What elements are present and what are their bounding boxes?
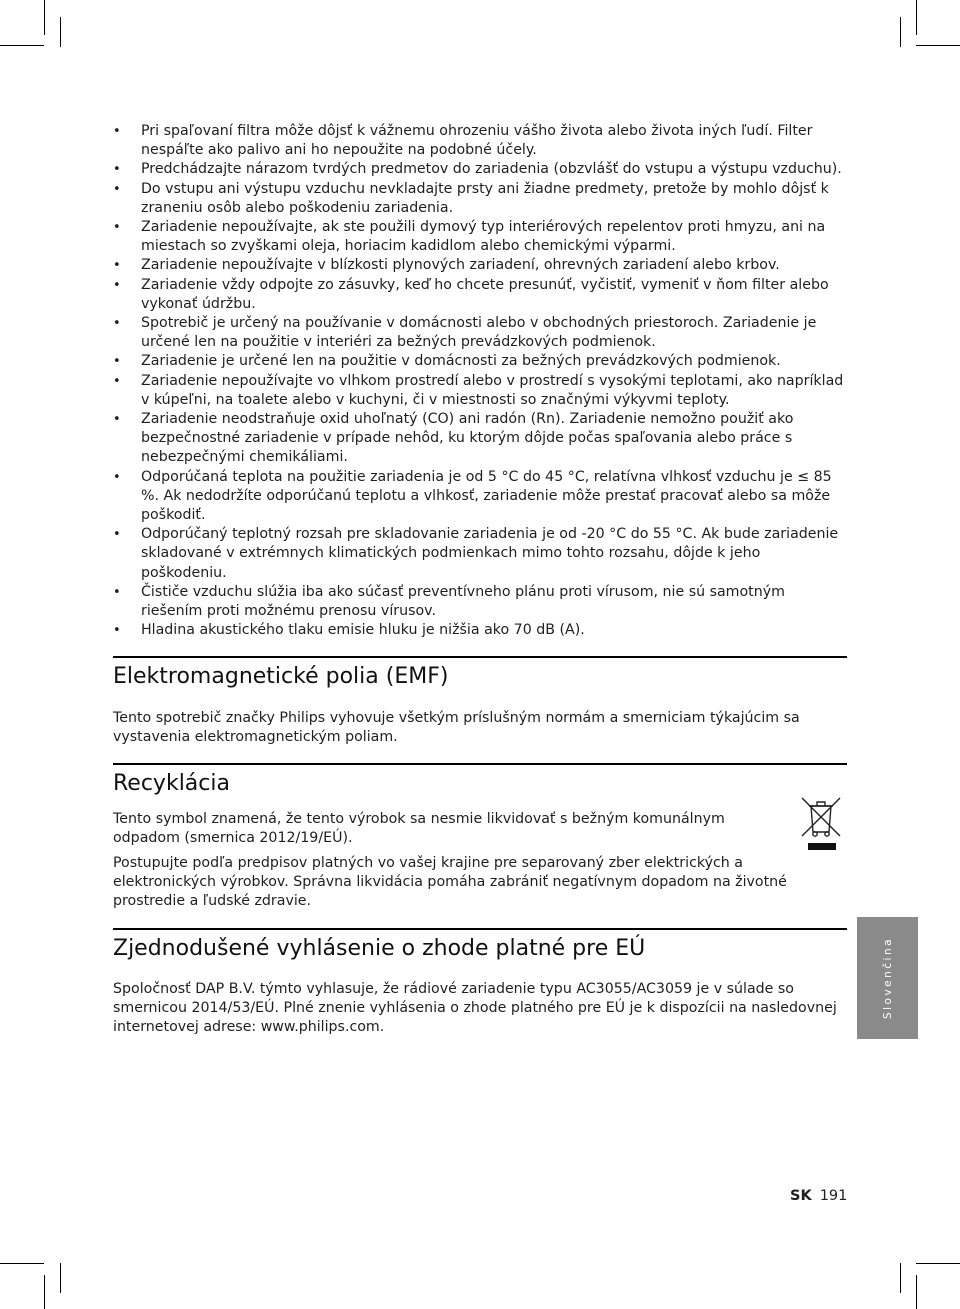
emf-heading: Elektromagnetické polia (EMF) (113, 664, 449, 689)
list-item-text: Zariadenie nepoužívajte v blízkosti plynových zariadení, ohrevných zariadení alebo krbov. (141, 257, 780, 274)
recycling-text-2: Postupujte podľa predpisov platných vo vašej krajine pre separovaný zber elektrických a elektronických výrobkov. Správna likvidácia pomáha zabrániť negatívnym dopadom na životné prostredie a ľudské zdravie. (113, 855, 787, 910)
section-divider (113, 763, 847, 765)
recycling-heading: Recyklácia (113, 771, 230, 796)
recycling-text-1: Tento symbol znamená, že tento výrobok sa nesmie likvidovať s bežným komunálnym odpadom (smernica 2012/19/EÚ). (113, 811, 725, 847)
list-item-text: Zariadenie neodstraňuje oxid uhoľnatý (CO) ani radón (Rn). Zariadenie nemožno použiť ako bezpečnostné zariadenie v prípade nehôd, ku ktorým dôjde počas spaľovania alebo práce s nebezpečnými chemikáliami. (141, 411, 794, 466)
list-item: • Zariadenie vždy odpojte zo zásuvky, keď ho chcete presunúť, vyčistiť, vymeniť v ňom filter alebo vykonať údržbu. (113, 276, 829, 312)
list-item: • Hladina akustického tlaku emisie hluku je nižšia ako 70 dB (A). (113, 622, 585, 639)
list-item-text: Odporúčaná teplota na použitie zariadenia je od 5 °C do 45 °C, relatívna vlhkosť vzduchu je ≤ 85 %. Ak nedodržíte odporúčanú teplotu a vlhkosť, zariadenie môže prestať pracovať alebo sa môže poškodiť. (141, 468, 832, 524)
list-item: • Pri spaľovaní filtra môže dôjsť k vážnemu ohrozeniu vášho života alebo života iných ľudí. Filter nespáľte ako palivo ani ho nepoužite na podobné účely. (113, 123, 813, 159)
declaration-text: Spoločnosť DAP B.V. týmto vyhlasuje, že rádiové zariadenie typu AC3055/AC3059 je v súlade so smernicou 2014/53/EÚ. Plné znenie vyhlásenia o zhode platného pre EÚ je k dispozícii na nasledovnej internetovej adrese: www.philips.com. (113, 981, 837, 1036)
list-item: • Odporúčaná teplota na použitie zariadenia je od 5 °C do 45 °C, relatívna vlhkosť vzduchu je ≤ 85 %. Ak nedodržíte odporúčanú teplotu a vlhkosť, zariadenie môže prestať pracovať alebo sa môže poškodiť. (113, 468, 832, 524)
list-item-text: Predchádzajte nárazom tvrdých predmetov do zariadenia (obzvlášť do vstupu a výstupu vzduchu). (141, 161, 842, 178)
declaration-heading: Zjednodušené vyhlásenie o zhode platné pre EÚ (113, 936, 646, 961)
section-divider (113, 928, 847, 930)
section-divider (113, 656, 847, 658)
language-side-tab (857, 917, 918, 1039)
list-item-text: Čističe vzduchu slúžia iba ako súčasť preventívneho plánu proti vírusom, nie sú samotným riešením proti možnému prenosu vírusov. (141, 583, 785, 620)
list-item-text: Zariadenie je určené len na použitie v domácnosti za bežných prevádzkových podmienok. (141, 353, 781, 370)
crossed-out-wheelie-bin-icon (800, 796, 842, 852)
list-item: • Zariadenie neodstraňuje oxid uhoľnatý (CO) ani radón (Rn). Zariadenie nemožno použiť ako bezpečnostné zariadenie v prípade nehôd, ku ktorým dôjde počas spaľovania alebo práce s nebezpečnými chemikáliami. (113, 411, 794, 466)
list-item: • Spotrebič je určený na používanie v domácnosti alebo v obchodných priestoroch. Zariadenie je určené len na použitie v interiéri za bežných prevádzkových podmienok. (113, 315, 817, 351)
emf-text: Tento spotrebič značky Philips vyhovuje všetkým príslušným normám a smerniciam týkajúcim sa vystavenia elektromagnetickým poliam. (113, 710, 800, 746)
page-number-value: 191 (819, 1188, 848, 1204)
list-item-text: Zariadenie nepoužívajte vo vlhkom prostredí alebo v prostredí s vysokými teplotami, ako napríklad v kúpeľni, na toalete alebo v kuchyni, či v miestnosti so značnými výkyvmi teploty. (141, 372, 844, 408)
list-item-text: Pri spaľovaní filtra môže dôjsť k vážnemu ohrozeniu vášho života alebo života iných ľudí. Filter nespáľte ako palivo ani ho nepoužite na podobné účely. (141, 123, 813, 159)
list-item-text: Do vstupu ani výstupu vzduchu nevkladajte prsty ani žiadne predmety, pretože by mohlo dôjsť k zraneniu osôb alebo poškodeniu zariadenia. (141, 180, 829, 216)
list-item: • Zariadenie je určené len na použitie v domácnosti za bežných prevádzkových podmienok. (113, 353, 781, 370)
list-item-text: Hladina akustického tlaku emisie hluku je nižšia ako 70 dB (A). (141, 622, 585, 639)
language-code: SK (790, 1188, 812, 1204)
list-item: • Odporúčaný teplotný rozsah pre skladovanie zariadenia je od -20 °C do 55 °C. Ak bude zariadenie skladované v extrémnych klimatických podmienkach mimo tohto rozsahu, dôjde k jeho poškodeniu. (113, 526, 839, 581)
list-item: • Zariadenie nepoužívajte, ak ste použili dymový typ interiérových repelentov proti hmyzu, ani na miestach so zvyškami oleja, horiacim kadidlom alebo chemickými výparmi. (113, 219, 826, 255)
safety-bullet-list (113, 122, 848, 640)
list-item: • Predchádzajte nárazom tvrdých predmetov do zariadenia (obzvlášť do vstupu a výstupu vzduchu). (113, 161, 842, 178)
list-item: • Zariadenie nepoužívajte v blízkosti plynových zariadení, ohrevných zariadení alebo krbov. (113, 257, 780, 274)
page-number (790, 1188, 847, 1204)
list-item-text: Spotrebič je určený na používanie v domácnosti alebo v obchodných priestoroch. Zariadenie je určené len na použitie v interiéri za bežných prevádzkových podmienok. (141, 315, 817, 351)
language-tab-label: Slovenčina (881, 936, 894, 1020)
list-item-text: Zariadenie vždy odpojte zo zásuvky, keď ho chcete presunúť, vyčistiť, vymeniť v ňom filter alebo vykonať údržbu. (141, 276, 829, 312)
list-item-text: Odporúčaný teplotný rozsah pre skladovanie zariadenia je od -20 °C do 55 °C. Ak bude zariadenie skladované v extrémnych klimatických podmienkach mimo tohto rozsahu, dôjde k jeho poškodeniu. (141, 526, 839, 581)
list-item: • Zariadenie nepoužívajte vo vlhkom prostredí alebo v prostredí s vysokými teplotami, ako napríklad v kúpeľni, na toalete alebo v kuchyni, či v miestnosti so značnými výkyvmi teploty. (113, 372, 844, 408)
list-item: • Čističe vzduchu slúžia iba ako súčasť preventívneho plánu proti vírusom, nie sú samotným riešením proti možnému prenosu vírusov. (113, 583, 785, 620)
list-item: • Do vstupu ani výstupu vzduchu nevkladajte prsty ani žiadne predmety, pretože by mohlo dôjsť k zraneniu osôb alebo poškodeniu zariadenia. (113, 180, 829, 216)
list-item-text: Zariadenie nepoužívajte, ak ste použili dymový typ interiérových repelentov proti hmyzu, ani na miestach so zvyškami oleja, horiacim kadidlom alebo chemickými výparmi. (141, 219, 826, 255)
